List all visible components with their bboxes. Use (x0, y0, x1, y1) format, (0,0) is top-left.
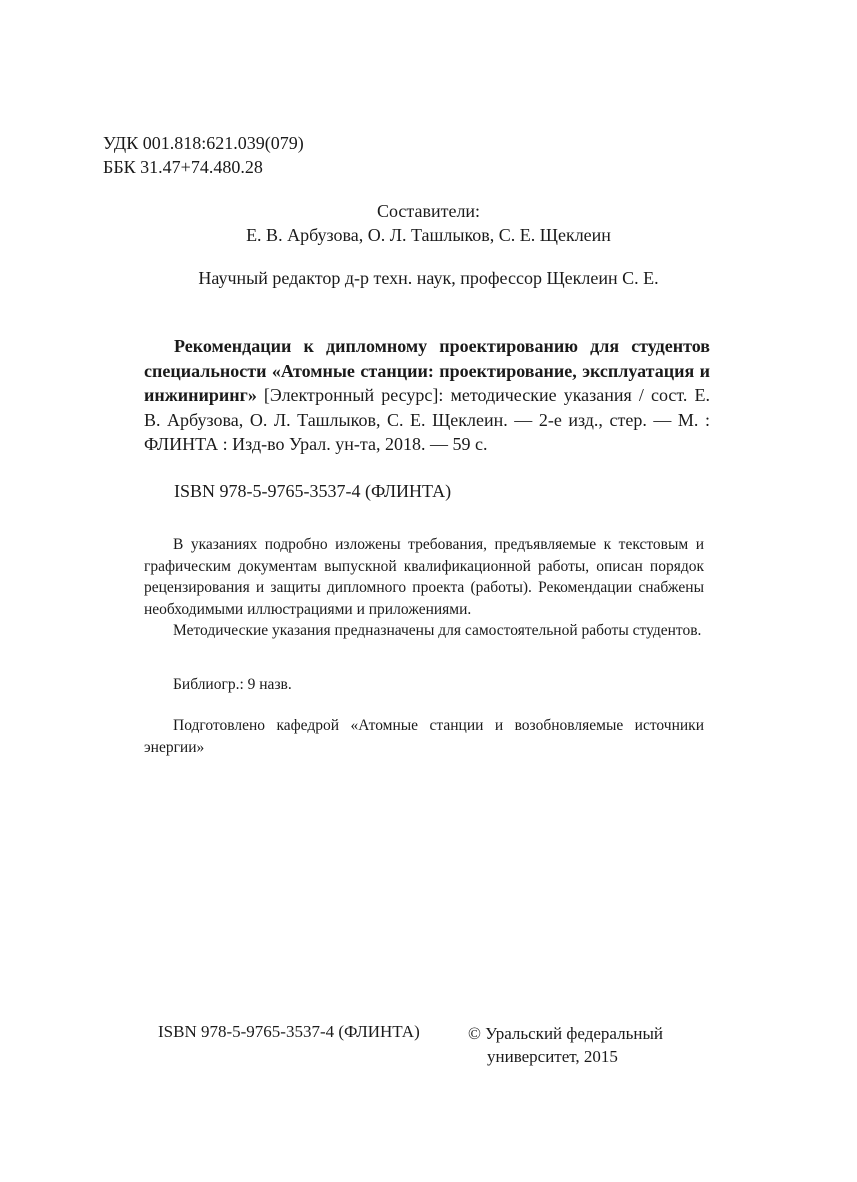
annotation (144, 534, 704, 642)
prepared-by: Подготовлено кафедрой «Атомные станции и возобновляемые источники энергии» (144, 717, 704, 756)
isbn-bottom: ISBN 978-5-9765-3537-4 (ФЛИНТА) (158, 1022, 420, 1041)
bbk-code: ББК 31.47+74.480.28 (103, 157, 263, 177)
record-title: Рекомендации к дипломному проектированию для студентов специальности «Атомные станции: проектирование, эксплуатация и инжиниринг» (144, 336, 710, 405)
copyright-line: © Уральский федеральный (468, 1024, 663, 1043)
annotation-paragraph: Методические указания предназначены для самостоятельной работы студентов. (173, 622, 702, 639)
isbn-top: ISBN 978-5-9765-3537-4 (ФЛИНТА) (174, 481, 452, 501)
copyright-line: университет, 2015 (487, 1047, 618, 1066)
scientific-editor: Научный редактор д-р техн. наук, профессор Щеклеин С. Е. (198, 268, 659, 288)
udk-code: УДК 001.818:621.039(079) (103, 133, 304, 153)
classification-codes (103, 131, 304, 179)
compilers-names: Е. В. Арбузова, О. Л. Ташлыков, С. Е. Щеклеин (246, 225, 611, 245)
compilers-label: Составители: (376, 201, 481, 221)
bibliography-count: Библиогр.: 9 назв. (173, 676, 292, 693)
copyright (468, 1022, 663, 1068)
bibliographic-record (144, 334, 710, 457)
record-details: [Электронный ресурс]: методические указания / сост. Е. В. Арбузова, О. Л. Ташлыков, С. Е. Щеклеин. — 2-е изд., стер. — М. : ФЛИНТА : Изд-во Урал. ун-та, 2018. — 59 с. (144, 385, 710, 454)
annotation-paragraph: В указаниях подробно изложены требования, предъявляемые к текстовым и графическим документам выпускной квалификационной работы, описан порядок рецензирования и защиты дипломного проекта (работы). Рекомендации снабжены необходимыми иллюстрациями и приложениями. (144, 536, 704, 618)
